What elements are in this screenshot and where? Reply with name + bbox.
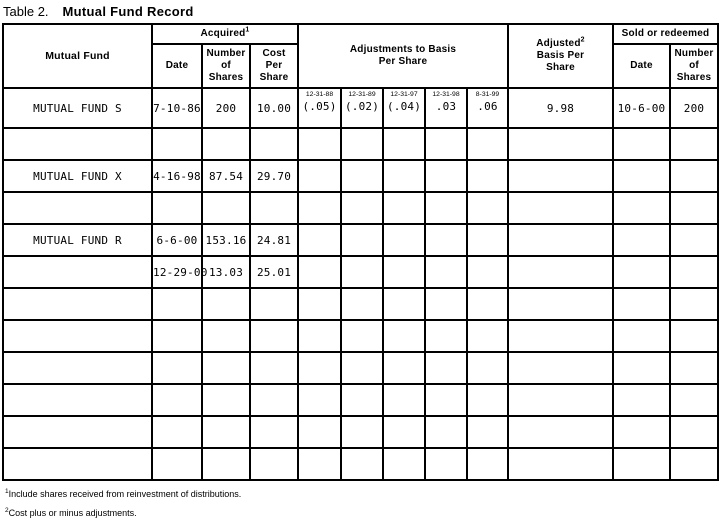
cell-adjustment-4 (425, 448, 467, 480)
col-header-sold-shares (670, 44, 718, 88)
sold-label: Sold or redeemed (621, 28, 710, 39)
cell-adjustment-2 (341, 384, 383, 416)
table-row (3, 320, 718, 352)
col-header-acquired-shares (202, 44, 250, 88)
col-header-cost-per-share (250, 44, 298, 88)
cell-cost-per-share: 10.00 (250, 88, 298, 128)
cell-acquired-date (152, 320, 202, 352)
cell-adjustment-1 (298, 416, 341, 448)
cell-adjusted-basis (508, 352, 613, 384)
cell-adjustment-1 (298, 288, 341, 320)
cell-sold-shares: 200 (670, 88, 718, 128)
cell-adjustment-5 (467, 352, 508, 384)
cell-acquired-shares (202, 288, 250, 320)
adjustment-date (299, 353, 340, 354)
adjustment-date (468, 417, 507, 418)
cell-cost-per-share: 25.01 (250, 256, 298, 288)
cell-adjustment-4 (425, 88, 467, 128)
adjustment-date (426, 257, 466, 258)
cell-adjustment-5 (467, 128, 508, 160)
table-row (3, 288, 718, 320)
cell-acquired-date: 7-10-86 (152, 88, 202, 128)
adjustment-date (299, 321, 340, 322)
cell-adjustment-4 (425, 416, 467, 448)
cell-adjusted-basis (508, 288, 613, 320)
cell-cost-per-share (250, 320, 298, 352)
cell-adjustment-3 (383, 192, 425, 224)
table-row (3, 160, 718, 192)
cell-adjustment-5 (467, 288, 508, 320)
table-title (3, 4, 721, 19)
cell-adjustment-3 (383, 256, 425, 288)
cell-adjustment-3 (383, 384, 425, 416)
adjustment-date (299, 289, 340, 290)
cell-cost-per-share (250, 416, 298, 448)
cell-adjustment-3 (383, 88, 425, 128)
adjustment-date (299, 449, 340, 450)
cell-sold-shares (670, 256, 718, 288)
adjustment-date (342, 353, 382, 354)
cell-adjustment-1 (298, 320, 341, 352)
cell-adjusted-basis (508, 448, 613, 480)
cell-acquired-shares (202, 416, 250, 448)
table-header (3, 24, 718, 88)
adjustment-value: (.02) (344, 100, 380, 113)
cell-adjustment-2 (341, 352, 383, 384)
cell-acquired-date (152, 192, 202, 224)
sold-date-label: Date (630, 60, 653, 71)
cell-cost-per-share (250, 384, 298, 416)
cell-cost-per-share: 24.81 (250, 224, 298, 256)
adjustment-value: (.05) (302, 100, 337, 113)
col-header-sold-or-redeemed (613, 24, 718, 44)
adjustment-date (384, 161, 424, 162)
adjustment-date (342, 289, 382, 290)
cell-mutual-fund (3, 320, 152, 352)
acquired-date-label: Date (165, 60, 189, 71)
footnote-1-marker: 1 (5, 488, 9, 495)
adjusted-footnote-marker: 2 (580, 36, 585, 44)
cell-adjustment-5 (467, 224, 508, 256)
cell-adjustment-1 (298, 192, 341, 224)
cell-acquired-shares (202, 384, 250, 416)
cell-sold-date (613, 288, 670, 320)
cell-adjustment-4 (425, 384, 467, 416)
cell-adjustment-4 (425, 320, 467, 352)
adjustment-date: 8-31-99 (475, 91, 500, 98)
adjustment-date (299, 193, 340, 194)
adjustment-date: 12-31-89 (348, 91, 376, 98)
adjustment-date (384, 257, 424, 258)
cell-adjustment-2 (341, 320, 383, 352)
cell-cost-per-share: 29.70 (250, 160, 298, 192)
col-header-acquired-date (152, 44, 202, 88)
cell-adjustment-1 (298, 448, 341, 480)
adjustment-date (342, 193, 382, 194)
cell-adjustment-5 (467, 320, 508, 352)
cell-cost-per-share (250, 128, 298, 160)
cell-cost-per-share (250, 288, 298, 320)
cell-acquired-date (152, 288, 202, 320)
cell-sold-date (613, 416, 670, 448)
cell-mutual-fund (3, 256, 152, 288)
mutual-fund-label: Mutual Fund (45, 49, 110, 62)
adjusted-label-line (509, 38, 612, 50)
cell-adjustment-1 (298, 128, 341, 160)
adjustment-date (299, 417, 340, 418)
cell-adjustment-3 (383, 416, 425, 448)
cell-adjusted-basis (508, 320, 613, 352)
cell-sold-shares (670, 448, 718, 480)
cell-acquired-shares (202, 448, 250, 480)
adjustment-date (384, 385, 424, 386)
cell-adjustment-2 (341, 256, 383, 288)
cell-acquired-shares: 200 (202, 88, 250, 128)
adjustment-date (384, 289, 424, 290)
adjustment-date (299, 161, 340, 162)
cell-acquired-date (152, 352, 202, 384)
adjustment-date (384, 129, 424, 130)
table-row (3, 192, 718, 224)
cell-mutual-fund (3, 128, 152, 160)
adjustment-date (384, 193, 424, 194)
adjustment-date (342, 321, 382, 322)
cell-adjusted-basis (508, 416, 613, 448)
adjustment-value: .03 (435, 100, 457, 113)
adjustment-date (299, 385, 340, 386)
adjustment-date (426, 353, 466, 354)
cell-adjustment-5 (467, 448, 508, 480)
adjustment-date (384, 417, 424, 418)
adjustment-date (468, 193, 507, 194)
adjustment-date (468, 257, 507, 258)
cell-acquired-date (152, 416, 202, 448)
adjustment-date (299, 257, 340, 258)
cell-adjustment-4 (425, 128, 467, 160)
adjustment-value: .06 (477, 100, 498, 113)
cell-adjustment-3 (383, 448, 425, 480)
cell-acquired-date (152, 128, 202, 160)
adjusted-label: Adjusted (536, 38, 581, 49)
cell-adjusted-basis (508, 160, 613, 192)
adjustment-date: 12-31-98 (432, 91, 460, 98)
record-rows (3, 88, 718, 480)
adjustments-label: Adjustments to Basis Per Share (349, 44, 457, 67)
footnote-2-text: Cost plus or minus adjustments. (8, 508, 137, 518)
adjustment-date (342, 417, 382, 418)
cell-adjustment-4 (425, 160, 467, 192)
cell-mutual-fund (3, 416, 152, 448)
cell-adjustment-4 (425, 192, 467, 224)
table-row (3, 384, 718, 416)
adjustment-date (342, 449, 382, 450)
adjustment-date (426, 193, 466, 194)
adjustment-date (426, 385, 466, 386)
cell-adjustment-2 (341, 224, 383, 256)
cell-sold-date (613, 160, 670, 192)
cell-adjustment-2 (341, 416, 383, 448)
table-row (3, 416, 718, 448)
cell-adjusted-basis (508, 256, 613, 288)
cell-acquired-date (152, 448, 202, 480)
cell-sold-shares (670, 288, 718, 320)
cell-acquired-shares: 153.16 (202, 224, 250, 256)
cell-sold-shares (670, 320, 718, 352)
footnote-2 (5, 508, 721, 518)
adjustment-date (384, 321, 424, 322)
adjustment-date (426, 449, 466, 450)
cell-sold-date (613, 320, 670, 352)
table-row (3, 352, 718, 384)
cell-cost-per-share (250, 448, 298, 480)
cell-adjustment-4 (425, 224, 467, 256)
cell-acquired-shares: 87.54 (202, 160, 250, 192)
cell-adjusted-basis (508, 384, 613, 416)
cell-adjustment-5 (467, 160, 508, 192)
adjustment-date (426, 161, 466, 162)
cell-adjustment-4 (425, 256, 467, 288)
adjusted-rest-label: Basis Per Share (536, 50, 585, 73)
cell-sold-date (613, 192, 670, 224)
table-row (3, 256, 718, 288)
adjustment-date (342, 257, 382, 258)
cell-sold-date (613, 352, 670, 384)
cell-adjustment-2 (341, 88, 383, 128)
adjustment-date (468, 289, 507, 290)
table-name: Mutual Fund Record (62, 4, 194, 19)
table-number: Table 2. (3, 4, 49, 19)
cell-sold-date (613, 448, 670, 480)
cell-mutual-fund (3, 352, 152, 384)
cell-adjustment-2 (341, 192, 383, 224)
adjustment-date: 12-31-88 (305, 91, 334, 98)
cell-adjusted-basis: 9.98 (508, 88, 613, 128)
acquired-label: Acquired (200, 28, 246, 39)
cell-adjustment-2 (341, 128, 383, 160)
acquired-footnote-marker: 1 (245, 26, 250, 34)
cell-mutual-fund: MUTUAL FUND S (3, 88, 152, 128)
adjustment-date (468, 321, 507, 322)
adjustment-date (468, 385, 507, 386)
cell-adjustment-4 (425, 288, 467, 320)
header-row-top (3, 24, 718, 44)
adjustment-value: (.04) (386, 100, 422, 113)
adjustment-date (384, 449, 424, 450)
cost-per-share-label: Cost Per Share (259, 48, 289, 83)
cell-adjustment-3 (383, 224, 425, 256)
cell-adjustment-2 (341, 448, 383, 480)
cell-acquired-shares (202, 320, 250, 352)
cell-adjustment-3 (383, 320, 425, 352)
col-header-acquired (152, 24, 298, 44)
cell-acquired-shares: 13.03 (202, 256, 250, 288)
cell-acquired-date: 4-16-98 (152, 160, 202, 192)
table-row (3, 88, 718, 128)
cell-sold-shares (670, 352, 718, 384)
adjustment-date (468, 129, 507, 130)
adjustment-date: 12-31-97 (390, 91, 418, 98)
cell-adjustment-2 (341, 160, 383, 192)
cell-sold-shares (670, 160, 718, 192)
col-header-adjusted-basis (508, 24, 613, 88)
cell-sold-date: 10-6-00 (613, 88, 670, 128)
cell-sold-shares (670, 416, 718, 448)
cell-adjustment-1 (298, 384, 341, 416)
cell-adjustment-2 (341, 288, 383, 320)
adjustment-date (426, 289, 466, 290)
cell-cost-per-share (250, 352, 298, 384)
table-row (3, 224, 718, 256)
cell-adjustment-4 (425, 352, 467, 384)
cell-sold-shares (670, 192, 718, 224)
cell-acquired-shares (202, 128, 250, 160)
table-row (3, 128, 718, 160)
adjustment-date (426, 417, 466, 418)
col-header-adjustments (298, 24, 508, 88)
cell-mutual-fund (3, 192, 152, 224)
cell-adjustment-1 (298, 160, 341, 192)
cell-sold-shares (670, 384, 718, 416)
adjustment-date (468, 225, 507, 226)
cell-adjustment-3 (383, 160, 425, 192)
cell-acquired-shares (202, 352, 250, 384)
cell-cost-per-share (250, 192, 298, 224)
adjusted-rest-line (509, 50, 612, 74)
cell-adjustment-1 (298, 256, 341, 288)
cell-adjustment-5 (467, 384, 508, 416)
adjustment-date (468, 449, 507, 450)
cell-adjustment-1 (298, 224, 341, 256)
cell-acquired-date: 12-29-00 (152, 256, 202, 288)
sold-shares-label: Number of Shares (674, 48, 714, 83)
cell-sold-shares (670, 224, 718, 256)
footnote-1 (5, 489, 721, 499)
col-header-sold-date (613, 44, 670, 88)
cell-sold-date (613, 224, 670, 256)
footnote-2-marker: 2 (5, 507, 9, 514)
adjustment-date (342, 161, 382, 162)
cell-sold-shares (670, 128, 718, 160)
adjustment-date (426, 321, 466, 322)
cell-adjusted-basis (508, 192, 613, 224)
acquired-shares-label: Number of Shares (206, 48, 246, 83)
cell-acquired-date: 6-6-00 (152, 224, 202, 256)
adjustment-date (384, 225, 424, 226)
cell-mutual-fund (3, 384, 152, 416)
cell-adjustment-5 (467, 256, 508, 288)
cell-adjustment-3 (383, 128, 425, 160)
adjustment-date (342, 225, 382, 226)
adjustment-date (426, 225, 466, 226)
table-row (3, 448, 718, 480)
col-header-mutual-fund (3, 24, 152, 88)
adjustment-date (342, 385, 382, 386)
cell-adjusted-basis (508, 128, 613, 160)
adjustment-date (299, 129, 340, 130)
cell-mutual-fund: MUTUAL FUND R (3, 224, 152, 256)
adjustment-date (468, 353, 507, 354)
cell-mutual-fund (3, 448, 152, 480)
cell-adjusted-basis (508, 224, 613, 256)
cell-adjustment-1 (298, 352, 341, 384)
cell-adjustment-5 (467, 88, 508, 128)
adjustment-date (342, 129, 382, 130)
cell-sold-date (613, 128, 670, 160)
cell-sold-date (613, 384, 670, 416)
cell-adjustment-1 (298, 88, 341, 128)
adjustment-date (299, 225, 340, 226)
mutual-fund-record-table (2, 23, 719, 481)
cell-adjustment-5 (467, 416, 508, 448)
cell-adjustment-5 (467, 192, 508, 224)
cell-adjustment-3 (383, 352, 425, 384)
adjustment-date (384, 353, 424, 354)
footnote-1-text: Include shares received from reinvestment of distributions. (8, 489, 242, 499)
cell-acquired-shares (202, 192, 250, 224)
adjustment-date (426, 129, 466, 130)
adjustment-date (468, 161, 507, 162)
footnotes (5, 489, 721, 518)
cell-mutual-fund: MUTUAL FUND X (3, 160, 152, 192)
cell-mutual-fund (3, 288, 152, 320)
cell-acquired-date (152, 384, 202, 416)
cell-adjustment-3 (383, 288, 425, 320)
cell-sold-date (613, 256, 670, 288)
